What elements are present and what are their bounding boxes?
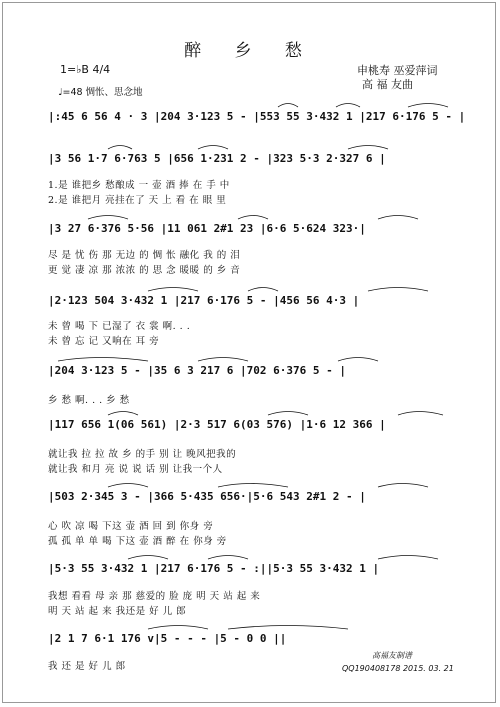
arranger-signature: 高福友制谱 — [372, 651, 412, 660]
lyricist-credit: 申桃寿 巫爱萍词 — [357, 64, 438, 77]
score-line-6 — [48, 412, 456, 436]
slur-marks — [48, 622, 456, 630]
lyric-verse-2-line-2: 2.是 谁把月 亮挂在了 天 上 看 在 眼 里 — [48, 195, 227, 206]
lyric-verse-1-line-3: 尽 是 忧 伤 那 无边 的 惆 怅 融化 我 的 泪 — [48, 250, 241, 261]
lyric-verse-1-line-6: 就让我 拉 拉 故 乡 的手 别 让 晚风把我的 — [48, 449, 237, 460]
score-line-8 — [48, 556, 456, 580]
lyric-verse-2-line-8: 明 天 站 起 来 我还是 好 儿 郎 — [48, 606, 187, 617]
score-line-9 — [48, 626, 456, 650]
tempo-marking: ♩=48 惆怅、思念地 — [58, 87, 143, 98]
notation-line-5: |204 3·123 5 - |35 6 3 217 6 |702 6·376 5 - | — [48, 364, 347, 377]
lyric-verse-1-line-2: 1.是 谁把乡 愁酿成 一 壶 酒 捧 在 手 中 — [48, 180, 230, 191]
key-signature: 1=♭B 4/4 — [60, 63, 111, 76]
notation-line-6: |117 656 1(06 561) |2·3 517 6(03 576) |1·6 12 366 | — [48, 418, 386, 431]
lyric-verse-2-line-3: 更 觉 凄 凉 那 浓浓 的 思 念 暖暖 的 乡 音 — [48, 265, 241, 276]
notation-line-1: |:45 6 56 4 · 3 |204 3·123 5 - |553 55 3·432 1 |217 6·176 5 - | — [48, 110, 466, 123]
slur-marks — [48, 480, 456, 488]
slur-marks — [48, 142, 456, 150]
lyric-verse-1-line-8: 我想 看看 母 亲 那 慈爱的 脸 庞 明 天 站 起 来 — [48, 591, 261, 602]
slur-marks — [48, 284, 456, 292]
notation-line-3: |3 27 6·376 5·56 |11 061 2#1 23 |6·6 5·624 323·| — [48, 222, 366, 235]
score-line-1 — [48, 104, 466, 128]
composer-credit: 高 福 友曲 — [362, 78, 413, 91]
lyric-verse-2-line-6: 就让我 和月 亮 说 说 话 别 让我一个人 — [48, 464, 223, 475]
lyric-verse-2-line-4: 未 曾 忘 记 又响在 耳 旁 — [48, 336, 160, 347]
song-title: 醉 乡 愁 — [184, 41, 316, 61]
lyric-verse-1-line-4: 未 曾 喝 下 已湿了 衣 裳 啊. . . — [48, 321, 191, 332]
slur-marks — [48, 354, 456, 362]
slur-marks — [48, 212, 456, 220]
notation-line-4: |2·123 504 3·432 1 |217 6·176 5 - |456 56 4·3 | — [48, 294, 360, 307]
score-line-7 — [48, 484, 456, 508]
lyric-verse-1-line-9: 我 还 是 好 儿 郎 — [48, 661, 126, 672]
slur-marks — [48, 408, 456, 416]
lyric-verse-2-line-7: 孤 孤 单 单 喝 下这 壶 酒 醉 在 你身 旁 — [48, 536, 227, 547]
lyric-verse-1-line-5: 乡 愁 啊. . . 乡 愁 — [48, 395, 130, 406]
notation-line-9: |2 1 7 6·1 176 v|5 - - - |5 - 0 0 || — [48, 632, 287, 645]
lyric-verse-1-line-7: 心 吹 凉 喝 下这 壶 酒 回 到 你身 旁 — [48, 521, 214, 532]
notation-line-2: |3 56 1·7 6·763 5 |656 1·231 2 - |323 5·3 2·327 6 | — [48, 152, 386, 165]
notation-line-8: |5·3 55 3·432 1 |217 6·176 5 - :||5·3 55 3·432 1 | — [48, 562, 380, 575]
score-line-4 — [48, 288, 456, 312]
slur-marks — [48, 100, 456, 108]
contact-and-date: QQ190408178 2015. 03. 21 — [342, 664, 454, 673]
notation-line-7: |503 2·345 3 - |366 5·435 656·|5·6 543 2#1 2 - | — [48, 490, 366, 503]
score-line-5 — [48, 358, 456, 382]
slur-marks — [48, 552, 456, 560]
score-line-2 — [48, 146, 456, 170]
score-line-3 — [48, 216, 456, 240]
